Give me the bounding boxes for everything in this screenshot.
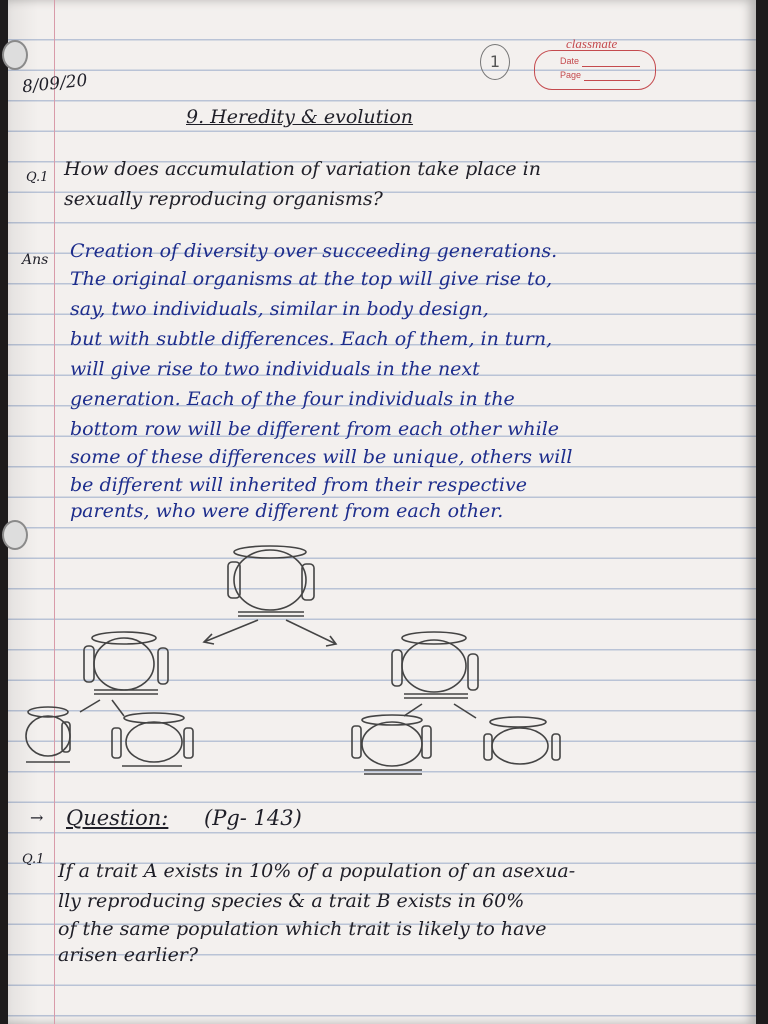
organism-grandchild [26,707,70,762]
answer-line: Creation of diversity over succeeding generations. [70,240,558,262]
variation-diagram [8,0,756,1024]
organism-grandchild [352,715,431,774]
answer-line: say, two individuals, similar in body design, [70,298,489,320]
question-label: Q.1 [26,170,49,185]
answer-line: bottom row will be different from each other while [70,418,560,440]
answer-line: some of these differences will be unique, others will [70,446,573,468]
answer-label: Ans [22,252,49,268]
answer-line: will give rise to two individuals in the next [70,358,480,380]
section-title: Question: [66,806,169,830]
arrow-icon [80,700,100,712]
question-line: of the same population which trait is likely to have [58,918,547,940]
date-text: 8/09/20 [21,70,89,98]
page-label: Page [560,70,582,80]
brand-name: classmate [566,36,618,51]
organism-grandchild [484,717,560,764]
answer-line: The original organisms at the top will give rise to, [70,268,553,290]
date-label: Date [560,56,580,66]
question-label: Q.1 [22,852,45,867]
arrow-icon [404,704,422,716]
question-line: lly reproducing species & a trait B exists in 60% [58,890,525,912]
arrow-icon [112,700,124,716]
question-line: How does accumulation of variation take place in [64,158,541,180]
notebook-page [8,0,756,1024]
arrow-icon [286,620,336,646]
arrow-icon [204,620,258,644]
question-line: If a trait A exists in 10% of a population of an asexua- [58,860,576,882]
question-line: arisen earlier? [58,944,199,966]
answer-line: be different will inherited from their respective [70,474,527,496]
answer-line: parents, who were different from each other. [70,500,504,522]
question-line: sexually reproducing organisms? [64,188,383,210]
organism-grandchild [112,713,193,766]
answer-line: but with subtle differences. Each of them, in turn, [70,328,553,350]
organism-parent [228,546,314,616]
arrow-icon [454,704,476,718]
organism-child-left [84,632,168,694]
section-ref: (Pg- 143) [204,806,302,830]
organism-child-right [392,632,478,698]
answer-line: generation. Each of the four individuals in the [70,388,515,410]
page-number-circle: 1 [480,44,510,80]
chapter-title: 9. Heredity & evolution [186,106,414,128]
arrow-icon: → [30,808,44,827]
